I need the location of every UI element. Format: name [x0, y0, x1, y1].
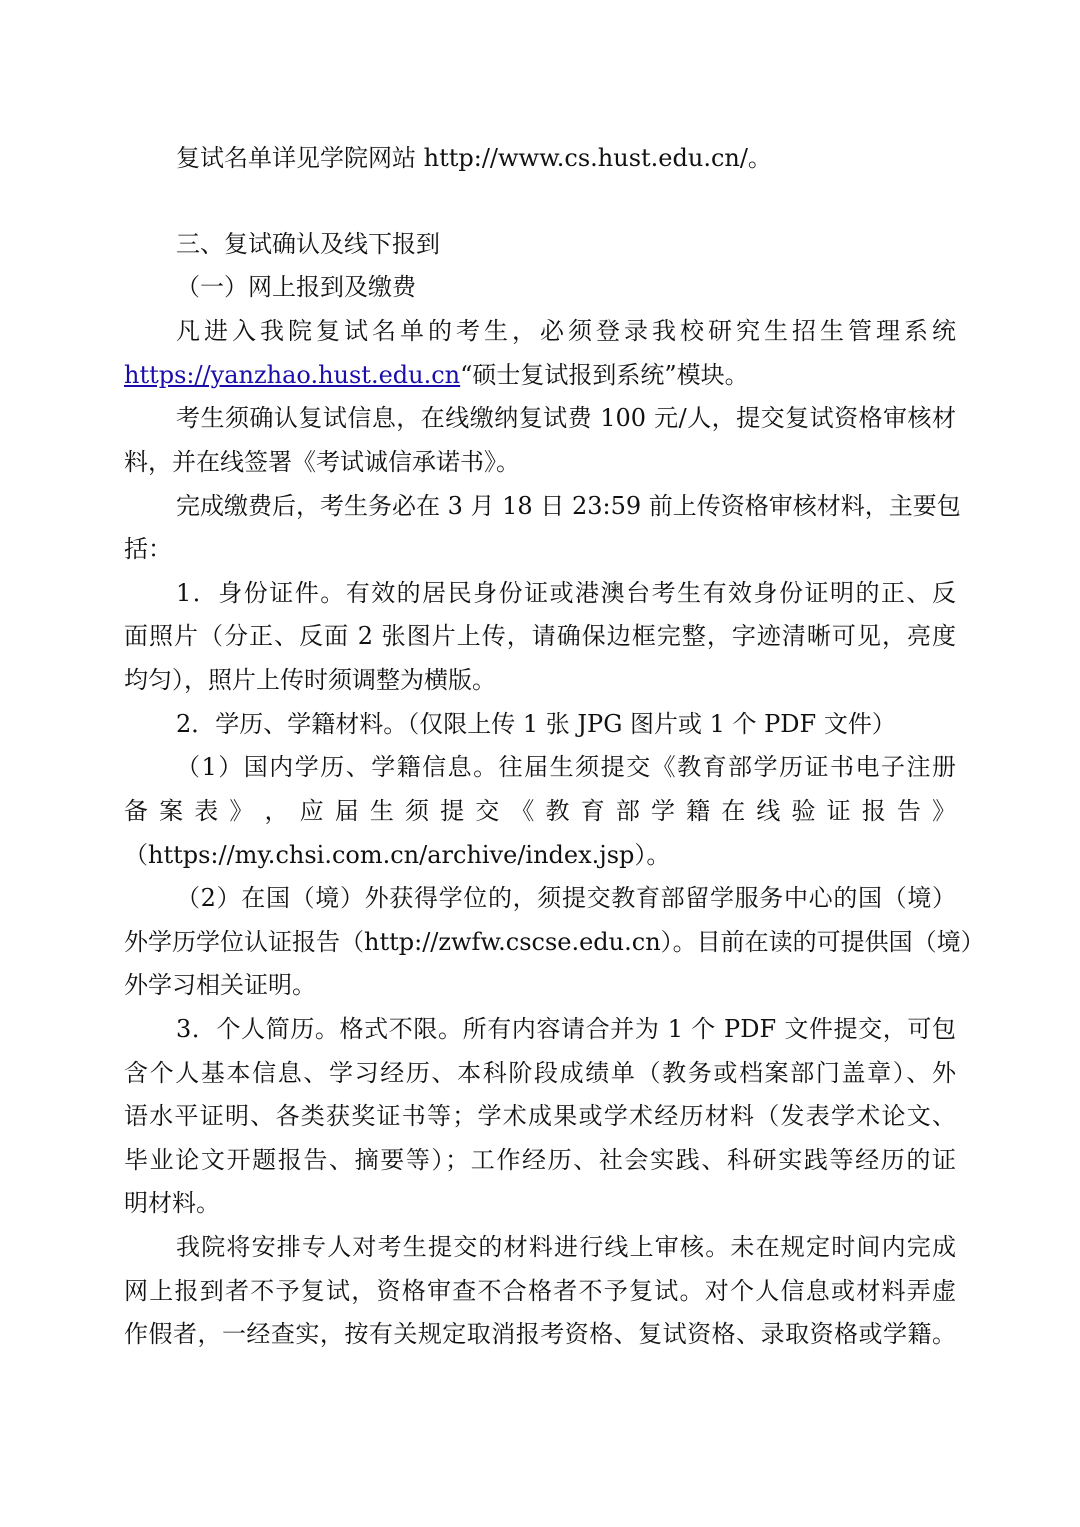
paragraph-line: 网上报到者不予复试，资格审查不合格者不予复试。对个人信息或材料弄虚 — [124, 1277, 956, 1305]
list-item-line: 2．学历、学籍材料。（仅限上传 1 张 JPG 图片或 1 个 PDF 文件） — [176, 710, 896, 738]
yanzhao-link[interactable]: https://yanzhao.hust.edu.cn — [124, 361, 461, 389]
list-item-line: 语水平证明、各类获奖证书等；学术成果或学术经历材料（发表学术论文、 — [124, 1102, 956, 1130]
list-item-line: （2）在国（境）外获得学位的，须提交教育部留学服务中心的国（境） — [176, 884, 956, 912]
list-item-line: 3．个人简历。格式不限。所有内容请合并为 1 个 PDF 文件提交，可包 — [176, 1015, 956, 1043]
section-heading: 三、复试确认及线下报到 — [176, 230, 440, 258]
paragraph-line: 料，并在线签署《考试诚信承诺书》。 — [124, 448, 520, 476]
list-item-line: （1）国内学历、学籍信息。往届生须提交《教育部学历证书电子注册 — [176, 753, 956, 781]
list-item-line: 明材料。 — [124, 1189, 220, 1217]
paragraph-line: 作假者，一经查实，按有关规定取消报考资格、复试资格、录取资格或学籍。 — [124, 1320, 956, 1348]
list-item-line: 外学习相关证明。 — [124, 971, 316, 999]
list-item-line: 1．身份证件。有效的居民身份证或港澳台考生有效身份证明的正、反 — [176, 579, 956, 607]
paragraph-line: 完成缴费后，考生务必在 3 月 18 日 23:59 前上传资格审核材料，主要包 — [176, 492, 961, 520]
list-item-line: （https://my.chsi.com.cn/archive/index.jsp）。 — [124, 841, 671, 869]
list-item-line: 均匀），照片上传时须调整为横版。 — [124, 666, 496, 694]
paragraph-line: 考生须确认复试信息，在线缴纳复试费 100 元/人，提交复试资格审核材 — [176, 404, 956, 432]
paragraph-line: 括： — [124, 535, 172, 563]
intro-text: 复试名单详见学院网站 http://www.cs.hust.edu.cn/。 — [176, 144, 772, 172]
list-item-line: 面照片（分正、反面 2 张图片上传，请确保边框完整，字迹清晰可见，亮度 — [124, 622, 956, 650]
sub-heading: （一）网上报到及缴费 — [176, 273, 416, 301]
list-item-line: 含个人基本信息、学习经历、本科阶段成绩单（教务或档案部门盖章）、外 — [124, 1059, 956, 1087]
paragraph-text: “硕士复试报到系统”模块。 — [460, 361, 749, 389]
paragraph-line — [124, 360, 956, 390]
list-item-line: 备 案 表 》 ， 应 届 生 须 提 交 《 教 育 部 学 籍 在 线 验 证 报 告 》 — [124, 797, 956, 825]
paragraph-line: 凡进入我院复试名单的考生，必须登录我校研究生招生管理系统 — [176, 317, 956, 345]
paragraph-line: 我院将安排专人对考生提交的材料进行线上审核。未在规定时间内完成 — [176, 1233, 956, 1261]
list-item-line: 毕业论文开题报告、摘要等）；工作经历、社会实践、科研实践等经历的证 — [124, 1146, 956, 1174]
list-item-line: 外学历学位认证报告（http://zwfw.cscse.edu.cn）。目前在读的可提供国（境） — [124, 928, 985, 956]
